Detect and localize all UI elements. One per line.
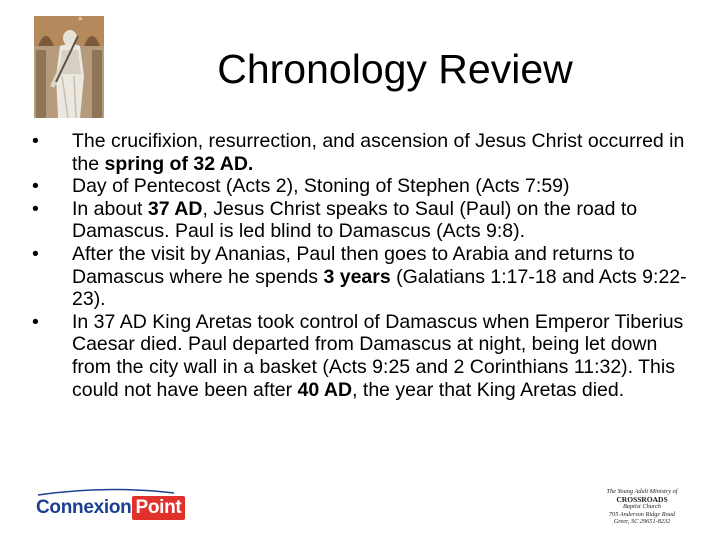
bullet-item (30, 311, 690, 401)
bullet-text: After the visit by Ananias, Paul then goes to Arabia and returns to Damascus where he spends (72, 242, 635, 288)
statue-image-icon (34, 16, 104, 118)
bullet-item (30, 130, 690, 175)
ministry-line: The Young Adult Ministry of (606, 488, 678, 495)
ministry-line: 705 Anderson Ridge Road (608, 510, 676, 518)
bullet-text: In about (72, 197, 148, 220)
logo-text-point: Point (132, 496, 185, 520)
bullet-item (30, 243, 690, 311)
bullet-item (30, 198, 690, 243)
logo-text-connexion: Connexion (36, 497, 132, 518)
ministry-line: Greer, SC 29651-8232 (613, 518, 671, 526)
bullet-bold-text: 37 AD (147, 197, 203, 220)
bullet-text: In 37 AD King Aretas took control of Damascus when Emperor Tiberius Caesar died. Paul departed from Damascus at night, being let down from the city wall in a basket (Acts 9:25 and 2 Corinthians 11:32). This could not have been after (72, 310, 684, 401)
connexion-point-logo (36, 493, 185, 523)
slide-title: Chronology Review (217, 46, 573, 92)
bullet-text: , Jesus Christ speaks to Saul (Paul) on the road to Damascus. Paul is led blind to Damascus (Acts 9:8). (72, 197, 638, 243)
bullet-text: Day of Pentecost (Acts 2), Stoning of Stephen (Acts 7:59) (72, 175, 570, 198)
bullet-text: The crucifixion, resurrection, and ascension of Jesus Christ occurred in the (72, 130, 685, 175)
bullet-list (30, 130, 690, 401)
bullet-text: , the year that King Aretas died. (352, 378, 625, 401)
bullet-bold-text: 40 AD (297, 378, 353, 401)
ministry-brand: CROSSROADS (616, 494, 668, 504)
bullet-bold-text: 3 years (323, 265, 391, 288)
ministry-line: Baptist Church (622, 503, 662, 511)
bullet-item (30, 175, 690, 198)
ministry-info (596, 488, 688, 534)
bullet-bold-text: spring of 32 AD. (104, 152, 254, 175)
bullet-text: (Galatians 1:17-18 and Acts 9:22-23). (72, 265, 687, 311)
